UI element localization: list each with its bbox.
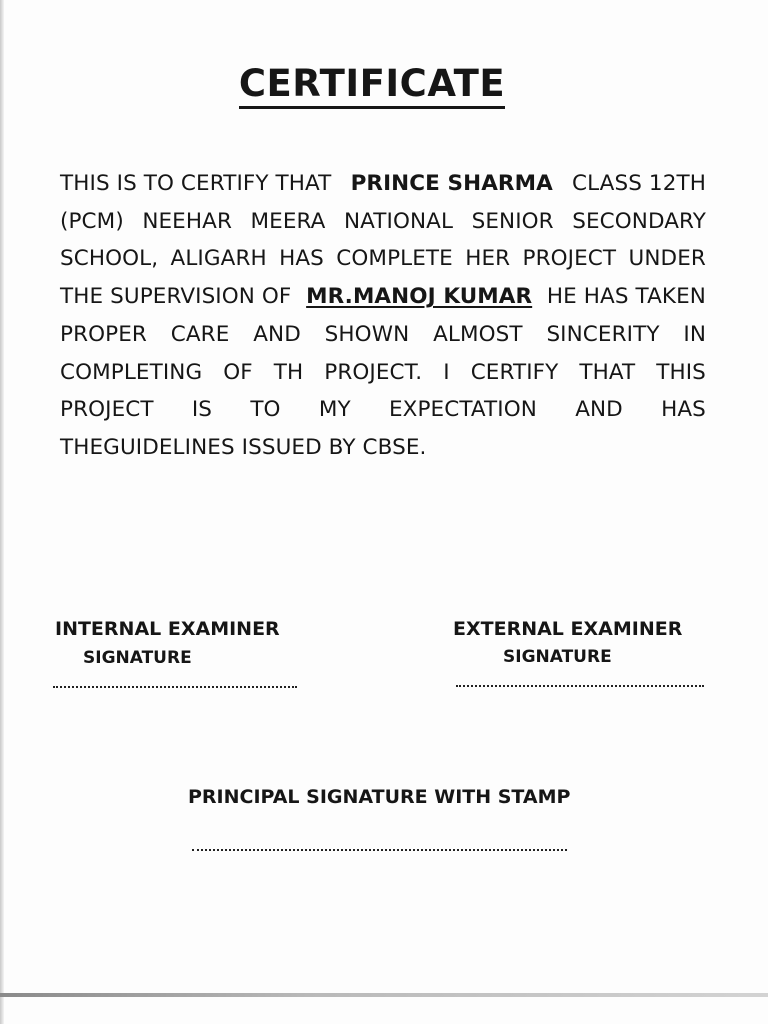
body-word: HER <box>465 246 511 272</box>
body-word: PROJECT <box>522 246 617 272</box>
internal-signature-label: SIGNATURE <box>83 648 192 668</box>
body-line-5 <box>60 316 706 354</box>
principal-signature-line <box>192 849 567 851</box>
external-examiner-label: EXTERNAL EXAMINER <box>453 618 683 640</box>
body-word: IN <box>683 321 706 347</box>
body-word: ALMOST <box>433 321 523 347</box>
body-word: PROJECT. <box>324 359 423 385</box>
body-line-3 <box>60 240 706 278</box>
body-word: MEERA <box>250 208 326 234</box>
body-text-segment: THIS IS TO CERTIFY THAT <box>60 171 332 196</box>
body-word: HAS <box>661 397 706 423</box>
body-word: AND <box>253 321 301 347</box>
student-name: PRINCE SHARMA <box>350 171 553 196</box>
body-word: SHOWN <box>324 321 410 347</box>
certificate-title-text: CERTIFICATE <box>239 62 505 109</box>
body-word: COMPLETE <box>336 246 453 272</box>
body-word: SCHOOL, <box>60 246 159 272</box>
body-word: PROPER <box>60 321 147 347</box>
body-line-2 <box>60 203 706 241</box>
body-word: HAS <box>279 246 324 272</box>
body-word: CERTIFY <box>470 359 559 385</box>
certificate-body <box>60 165 706 467</box>
body-word: ALIGARH <box>170 246 267 272</box>
external-signature-label: SIGNATURE <box>503 647 612 667</box>
body-text-segment: THEGUIDELINES ISSUED BY CBSE. <box>60 434 427 460</box>
body-word: TO <box>250 397 281 423</box>
body-line-8 <box>60 429 706 467</box>
principal-signature-label: PRINCIPAL SIGNATURE WITH STAMP <box>188 786 571 808</box>
body-word: COMPLETING <box>60 359 203 385</box>
external-signature-line <box>456 685 704 687</box>
body-word: I <box>443 359 450 385</box>
body-word: CARE <box>170 321 230 347</box>
body-word: AND <box>575 397 623 423</box>
body-line-1 <box>60 165 706 203</box>
body-word: THIS <box>656 359 706 385</box>
body-word: (PCM) <box>60 208 124 234</box>
body-word: EXPECTATION <box>388 397 537 423</box>
internal-signature-line <box>53 686 297 688</box>
body-word: TH <box>273 359 304 385</box>
body-word: IS <box>191 397 213 423</box>
body-line-4 <box>60 278 706 316</box>
body-word: PROJECT <box>60 397 154 423</box>
scan-edge-bottom <box>0 993 768 997</box>
body-word: NATIONAL <box>343 208 454 234</box>
body-line-7 <box>60 391 706 429</box>
scan-edge-left <box>0 0 4 1024</box>
body-word: SENIOR <box>471 208 554 234</box>
body-word: SECONDARY <box>572 208 706 234</box>
body-word: MY <box>318 397 351 423</box>
body-line-6 <box>60 354 706 392</box>
body-word: UNDER <box>628 246 706 272</box>
body-word: OF <box>223 359 253 385</box>
body-text-segment: HE HAS TAKEN <box>546 284 706 310</box>
body-word: THAT <box>579 359 636 385</box>
body-text-segment: CLASS 12TH <box>572 171 706 196</box>
body-text-segment: THE SUPERVISION OF <box>60 284 292 310</box>
certificate-title <box>0 62 744 105</box>
body-word: NEEHAR <box>142 208 232 234</box>
body-word: SINCERITY <box>546 321 660 347</box>
internal-examiner-label: INTERNAL EXAMINER <box>55 618 280 640</box>
supervisor-name: MR.MANOJ KUMAR <box>306 284 533 310</box>
